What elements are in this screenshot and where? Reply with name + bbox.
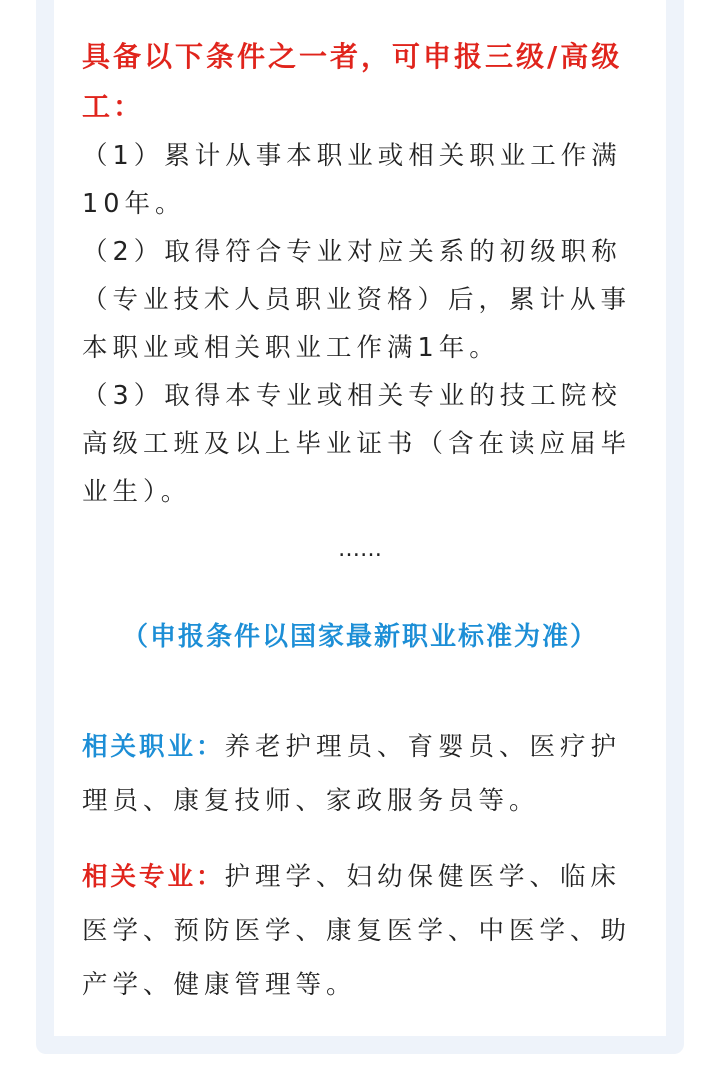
condition-item-3: （3）取得本专业或相关专业的技工院校高级工班及以上毕业证书（含在读应届毕业生）。 (82, 381, 632, 507)
standard-note: （申报条件以国家最新职业标准为准） (121, 622, 598, 652)
related-majors (82, 850, 638, 1012)
related-occupations-label: 相关职业： (82, 732, 225, 762)
related-occupations-text: 养老护理员、育婴员、医疗护理员、康复技师、家政服务员等。 (82, 732, 622, 816)
eligibility-heading: 具备以下条件之一者，可申报三级/高级工： (82, 40, 623, 123)
related-majors-label: 相关专业： (82, 862, 225, 892)
ellipsis: …… (338, 537, 382, 562)
related-occupations (82, 720, 638, 828)
article-content (82, 32, 638, 1012)
related-majors-text: 护理学、妇幼保健医学、临床医学、预防医学、康复医学、中医学、助产学、健康管理等。 (82, 862, 632, 1000)
condition-item-2: （2）取得符合专业对应关系的初级职称（专业技术人员职业资格）后，累计从事本职业或相关职业工作满1年。 (82, 237, 632, 363)
condition-item-1: （1）累计从事本职业或相关职业工作满10年。 (82, 141, 622, 219)
